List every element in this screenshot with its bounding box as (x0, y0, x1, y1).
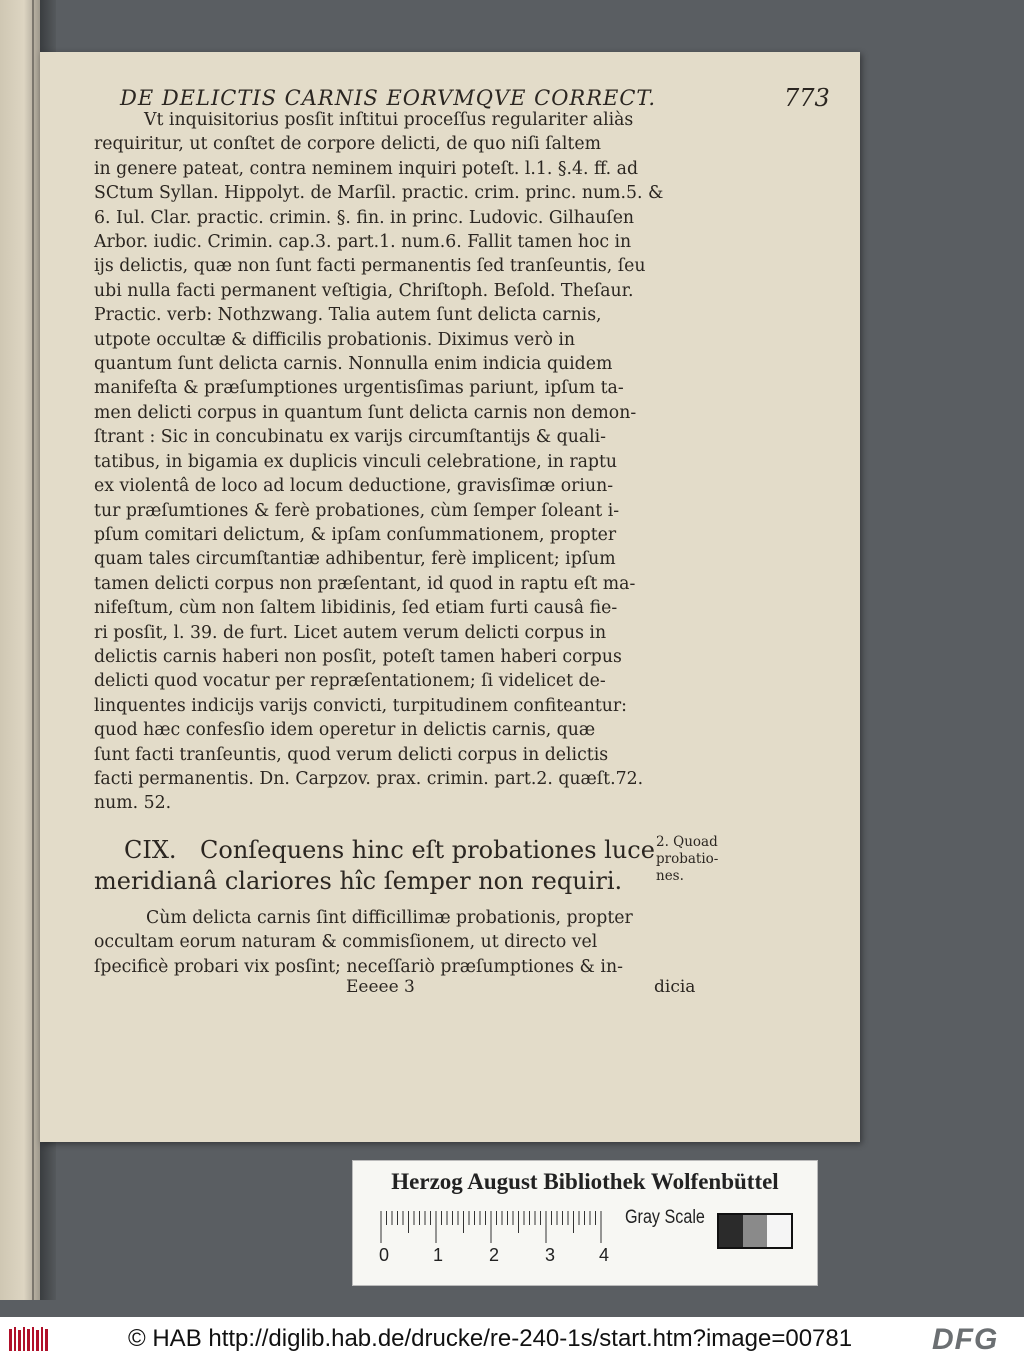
ruler-digit: 2 (489, 1245, 500, 1265)
gray-swatch-light (767, 1215, 791, 1247)
text-line: men delicti corpus in quantum ſunt delicta carnis non demon- (94, 402, 637, 423)
section-number: CIX. (124, 836, 177, 864)
ruler-digit: 1 (433, 1245, 444, 1265)
text-line: delicti quod vocatur per repræſentationem; ſi videlicet de- (94, 671, 606, 692)
text-line: facti permanentis. Dn. Carpzov. prax. crimin. part.2. quæſt.72. (94, 768, 644, 789)
text-line: Arbor. iudic. Crimin. cap.3. part.1. num.6. Fallit tamen hoc in (94, 232, 632, 253)
text-line: occultam eorum naturam & commisſionem, ut directo vel (94, 932, 598, 953)
margin-note-line: 2. Quoad (656, 834, 718, 850)
viewer-footer (0, 1317, 1024, 1361)
paragraph-2 (94, 906, 726, 979)
heading-line: meridianâ clariores hîc ſemper non requiri. (94, 867, 623, 895)
text-line: 6. Iul. Clar. practic. crimin. §. fin. in princ. Ludovic. Gilhauſen (94, 207, 635, 228)
text-line: ri posſit, l. 39. de furt. Licet autem verum delicti corpus in (94, 622, 607, 643)
ruler-ticks (379, 1209, 607, 1249)
text-line: ijs delictis, quæ non ſunt facti permanentis ſed tranſeuntis, ſeu (94, 256, 646, 277)
text-line: num. 52. (94, 793, 172, 814)
text-line: tatibus, in bigamia ex duplicis vinculi celebratione, in raptu (94, 451, 618, 472)
text-line: quod hæc confesſio idem operetur in delictis carnis, quæ (94, 720, 596, 741)
text-line: nifeſtum, cùm non ſaltem libidinis, ſed etiam furti causâ fie- (94, 598, 618, 619)
text-line: requiritur, ut conſtet de corpore delicti, de quo niſi ſaltem (94, 134, 601, 155)
text-line: ſpecificè probari vix posſint; neceſſariò præſumptiones & in- (94, 956, 623, 977)
gray-swatch-mid (743, 1215, 767, 1247)
margin-note (656, 834, 746, 885)
ruler-digit: 3 (545, 1245, 556, 1265)
running-head: DE DELICTIS CARNIS EORVMQVE CORRECT. (120, 86, 657, 110)
margin-note-line: probatio- (656, 851, 719, 867)
text-line: Vt inquisitorius posſit inſtitui proceſſus regulariter aliàs (144, 110, 634, 130)
signature-mark: Eeeee 3 (346, 977, 415, 997)
margin-note-line: nes. (656, 868, 684, 884)
text-line: quantum ſunt delicta carnis. Nonnulla enim indicia quidem (94, 354, 613, 375)
text-line: tur præſumtiones & ferè probationes, cùm ſemper ſoleant i- (94, 500, 620, 521)
book-page (40, 52, 860, 1142)
paragraph-1 (94, 108, 726, 816)
text-line: quam tales circumſtantiæ adhibentur, ferè implicent; ipſum (94, 549, 616, 570)
text-line: ſtrant : Sic in concubinatu ex varijs circumſtantijs & quali- (94, 427, 607, 448)
copyright-url[interactable]: © HAB http://diglib.hab.de/drucke/re-240-1s/start.htm?image=00781 (128, 1325, 853, 1352)
text-line: SCtum Syllan. Hippolyt. de Marſil. practic. crim. princ. num.5. & (94, 183, 664, 204)
text-line: tamen delicti corpus non præſentant, id quod in raptu eſt ma- (94, 573, 636, 594)
facing-page-edge (0, 0, 40, 1300)
dfg-logo: DFG (932, 1323, 999, 1356)
text-line: manifeſta & præſumptiones urgentisſimas pariunt, ipſum ta- (94, 378, 624, 399)
text-line: linquentes indicijs varijs convicti, turpitudinem confiteantur: (94, 695, 627, 716)
section-heading (94, 835, 694, 897)
text-line: Cùm delicta carnis ſint difficillimæ probationis, propter (146, 908, 633, 928)
text-line: ſunt facti tranſeuntis, quod verum delicti corpus in delictis (94, 744, 609, 765)
ruler-digit: 0 (379, 1245, 390, 1265)
text-line: utpote occultæ & difficilis probationis. Diximus verò in (94, 329, 576, 350)
gray-swatch-dark (719, 1215, 743, 1247)
text-line: pſum comitari delictum, & ipſam conſummationem, propter (94, 524, 617, 545)
ruler-digit: 4 (599, 1245, 610, 1265)
gray-swatches (717, 1213, 793, 1249)
text-line: ex violentâ de loco ad locum deductione, gravisſimæ oriun- (94, 476, 614, 497)
gray-scale-label: Gray Scale (625, 1207, 705, 1228)
text-line: in genere pateat, contra neminem inquiri poteſt. l.1. §.4. ff. ad (94, 158, 639, 179)
text-line: Practic. verb: Nothzwang. Talia autem ſunt delicta carnis, (94, 305, 602, 326)
heading-line: Conſequens hinc eſt probationes luce (200, 836, 655, 864)
page-number: 773 (784, 84, 830, 112)
text-line: ubi nulla facti permanent veſtigia, Chriſtoph. Beſold. Theſaur. (94, 280, 634, 301)
text-line: delictis carnis haberi non posſit, poteſt tamen haberi corpus (94, 646, 622, 667)
barcode-icon (8, 1325, 50, 1353)
library-name: Herzog August Bibliothek Wolfenbüttel (391, 1169, 779, 1194)
catchword: dicia (654, 977, 696, 997)
color-scale-card (352, 1160, 818, 1286)
